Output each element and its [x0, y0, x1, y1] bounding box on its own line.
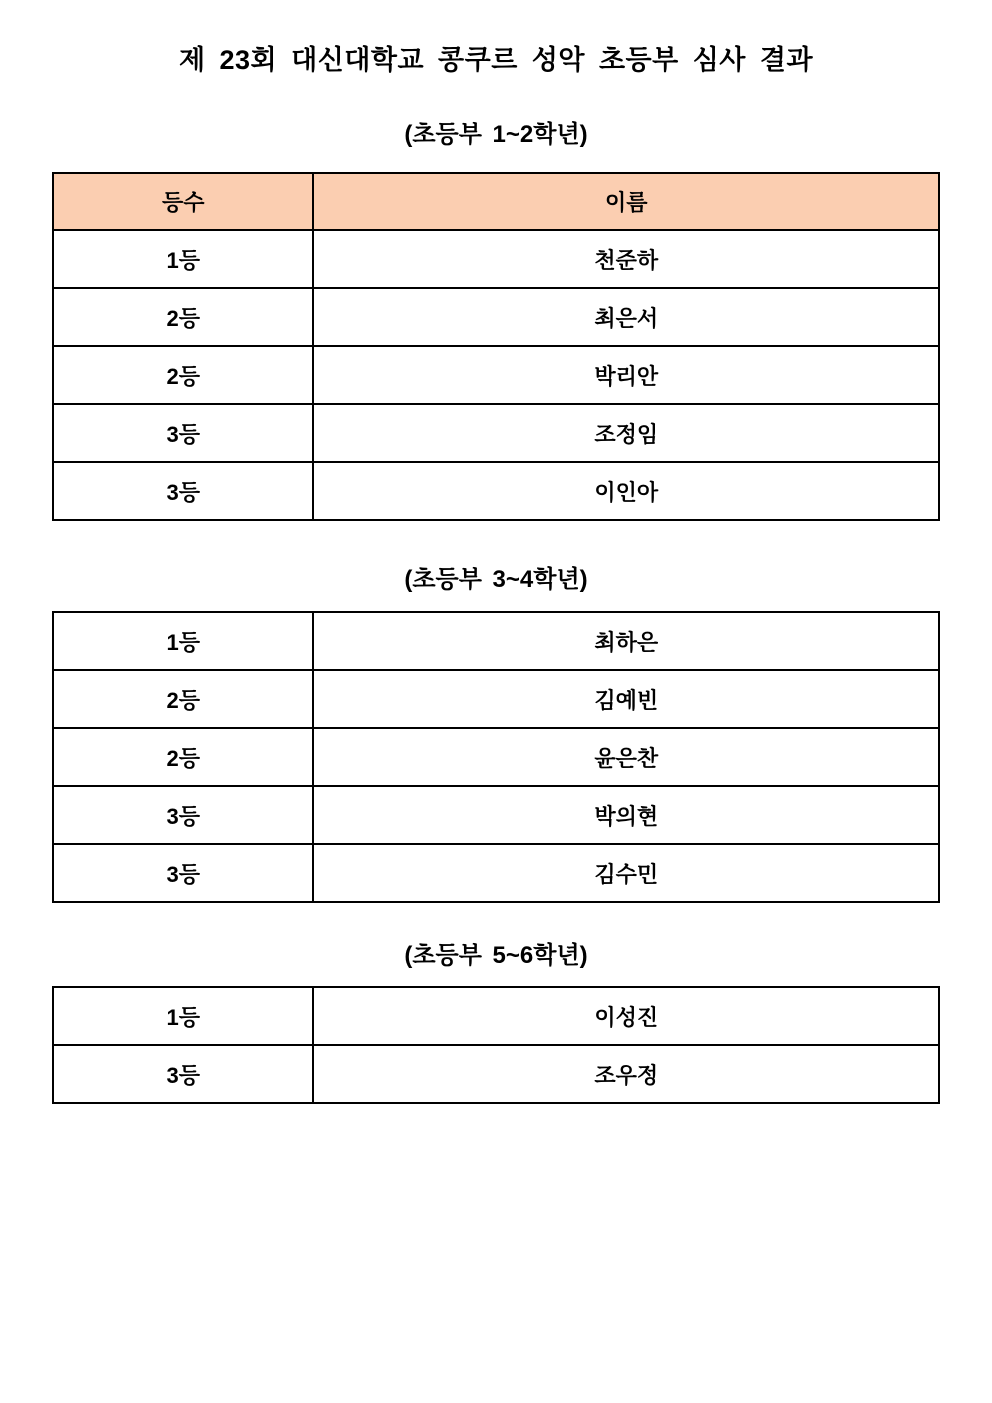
table-row: [53, 346, 939, 404]
rank-cell: 3등: [53, 786, 313, 844]
results-table-grade-3-4: [52, 611, 940, 903]
table-row: [53, 288, 939, 346]
table-row: [53, 728, 939, 786]
section-heading: (초등부 5~6학년): [404, 942, 588, 969]
name-cell: 김예빈: [313, 670, 939, 728]
name-cell: 김수민: [313, 844, 939, 902]
name-cell: 최은서: [313, 288, 939, 346]
section-heading: (초등부 1~2학년): [404, 121, 588, 148]
rank-cell: 3등: [53, 844, 313, 902]
name-cell: 이성진: [313, 987, 939, 1045]
rank-cell: 3등: [53, 462, 313, 520]
rank-cell: 2등: [53, 288, 313, 346]
rank-cell: 3등: [53, 404, 313, 462]
table-row: [53, 786, 939, 844]
name-cell: 윤은찬: [313, 728, 939, 786]
table-row: [53, 1045, 939, 1103]
table-row: [53, 462, 939, 520]
section-grade-5-6: [0, 939, 992, 1104]
name-column-header: 이름: [313, 173, 939, 230]
name-cell: 천준하: [313, 230, 939, 288]
rank-cell: 1등: [53, 612, 313, 670]
rank-cell: 2등: [53, 670, 313, 728]
rank-cell: 1등: [53, 987, 313, 1045]
rank-cell: 2등: [53, 346, 313, 404]
table-row: [53, 844, 939, 902]
name-cell: 박리안: [313, 346, 939, 404]
results-table-grade-5-6: [52, 986, 940, 1104]
table-row: [53, 404, 939, 462]
document-title: 제 23회 대신대학교 콩쿠르 성악 초등부 심사 결과: [178, 45, 814, 75]
rank-cell: 2등: [53, 728, 313, 786]
table-row: [53, 612, 939, 670]
section-grade-3-4: [0, 563, 992, 903]
rank-cell: 3등: [53, 1045, 313, 1103]
table-header-row: [53, 173, 939, 230]
name-cell: 이인아: [313, 462, 939, 520]
name-cell: 최하은: [313, 612, 939, 670]
results-table-grade-1-2: [52, 172, 940, 521]
rank-cell: 1등: [53, 230, 313, 288]
name-cell: 박의현: [313, 786, 939, 844]
section-heading: (초등부 3~4학년): [404, 566, 588, 593]
name-cell: 조정임: [313, 404, 939, 462]
table-row: [53, 230, 939, 288]
table-row: [53, 987, 939, 1045]
name-cell: 조우정: [313, 1045, 939, 1103]
table-row: [53, 670, 939, 728]
rank-column-header: 등수: [53, 173, 313, 230]
section-grade-1-2: [0, 118, 992, 521]
